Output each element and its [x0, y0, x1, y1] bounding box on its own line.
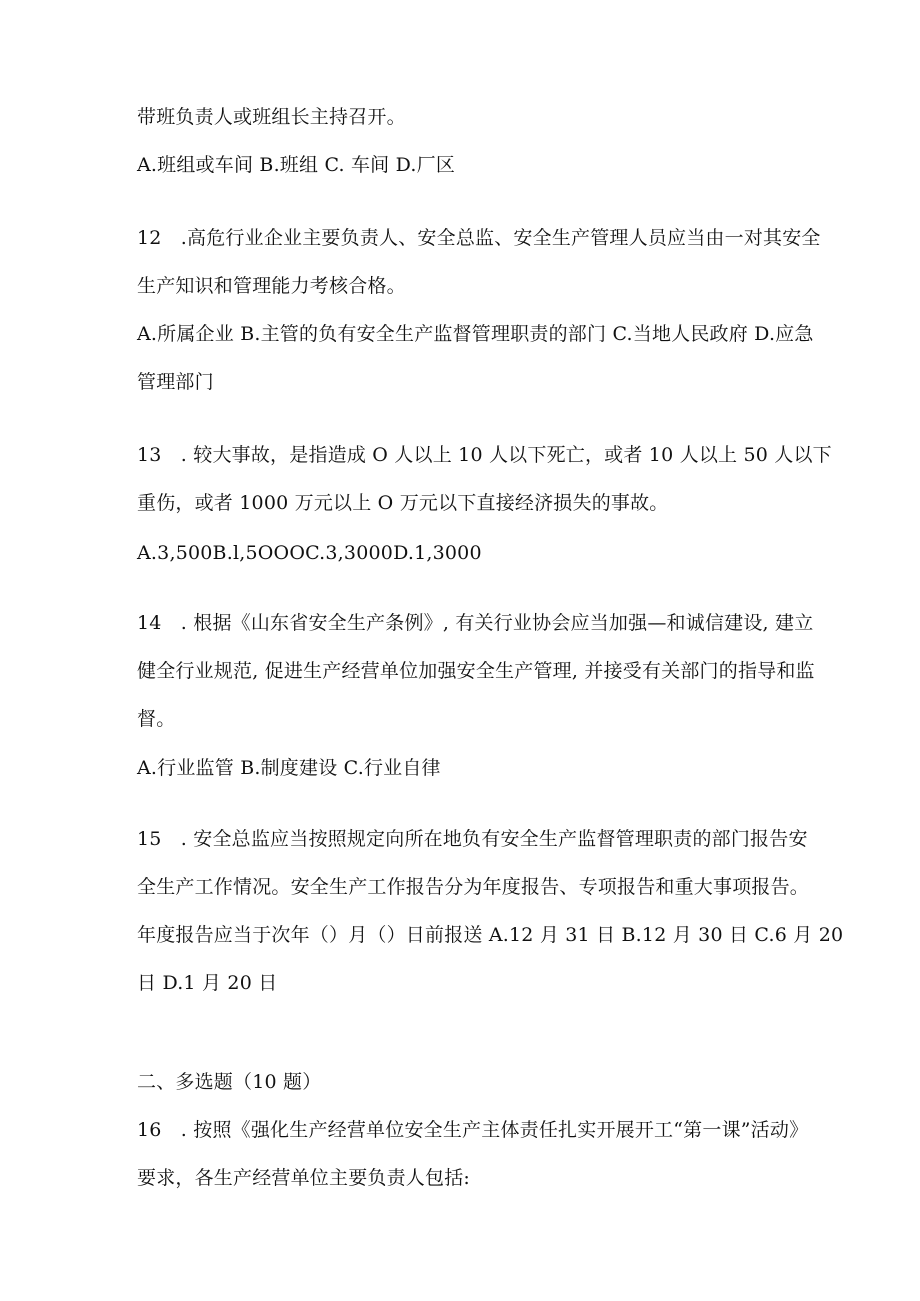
q15-stem-line-2: 全生产工作情况。安全生产工作报告分为年度报告、专项报告和重大事项报告。: [137, 876, 810, 898]
text-line-continuation: 带班负责人或班组长主持召开。: [137, 106, 406, 128]
q13-stem-line-1: 13 . 较大事故，是指造成 O 人以上 10 人以下死亡，或者 10 人以上 50 人以下: [137, 444, 832, 466]
q12-options-line-1: A.所属企业 B.主管的负有安全生产监督管理职责的部门 C.当地人民政府 D.应急: [137, 323, 814, 345]
q16-stem-line-2: 要求，各生产经营单位主要负责人包括:: [137, 1167, 471, 1189]
q12-options-line-2: 管理部门: [137, 371, 214, 393]
q16-stem-line-1: 16 . 按照《强化生产经营单位安全生产主体责任扎实开展开工“第一课”活动》: [137, 1119, 809, 1141]
q14-options: A.行业监管 B.制度建设 C.行业自律: [137, 757, 441, 779]
q12-stem-line-1: 12 .高危行业企业主要负责人、安全总监、安全生产管理人员应当由一对其安全: [137, 227, 821, 249]
q11-options: A.班组或车间 B.班组 C. 车间 D.厂区: [137, 154, 456, 176]
q14-stem-line-2: 健全行业规范, 促进生产经营单位加强安全生产管理, 并接受有关部门的指导和监: [137, 660, 815, 682]
section-heading-multiple-choice: 二、多选题（10 题）: [137, 1071, 322, 1093]
q13-stem-line-2: 重伤，或者 1000 万元以上 O 万元以下直接经济损失的事故。: [137, 492, 669, 514]
q12-stem-line-2: 生产知识和管理能力考核合格。: [137, 275, 406, 297]
q14-stem-line-3: 督。: [137, 708, 176, 730]
q14-stem-line-1: 14 . 根据《山东省安全生产条例》, 有关行业协会应当加强—和诚信建设, 建立: [137, 612, 814, 634]
q15-stem-line-4: 日 D.1 月 20 日: [137, 972, 278, 994]
q15-stem-line-3: 年度报告应当于次年（）月（）日前报送 A.12 月 31 日 B.12 月 30 日 C.6 月 20: [137, 924, 844, 946]
q15-stem-line-1: 15 . 安全总监应当按照规定向所在地负有安全生产监督管理职责的部门报告安: [137, 828, 808, 850]
q13-options: A.3,500B.l,5OOOC.3,3000D.1,3000: [137, 542, 482, 564]
